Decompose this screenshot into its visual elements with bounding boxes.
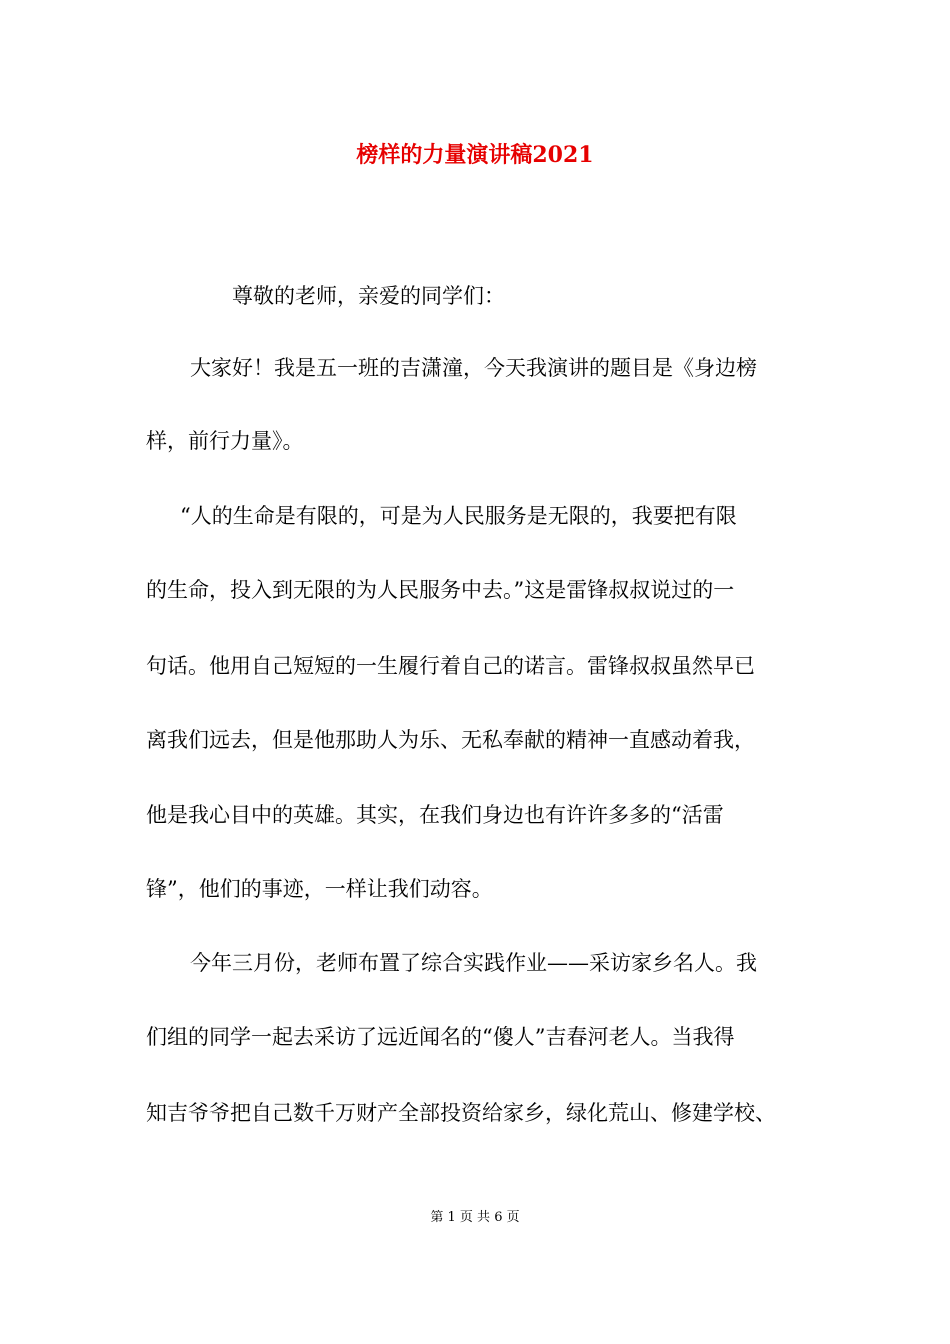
paragraph-line: 知吉爷爷把自己数千万财产全部投资给家乡，绿化荒山、修建学校、	[146, 1101, 776, 1125]
paragraph-line: 锋”，他们的事迹，一样让我们动容。	[146, 877, 493, 901]
paragraph-line: 今年三月份，老师布置了综合实践作业——采访家乡名人。我	[190, 951, 757, 975]
paragraph-line: 离我们远去，但是他那助人为乐、无私奉献的精神一直感动着我，	[146, 728, 755, 752]
paragraph-line: 尊敬的老师，亲爱的同学们：	[232, 284, 505, 308]
paragraph-line: 的生命，投入到无限的为人民服务中去。”这是雷锋叔叔说过的一	[146, 578, 735, 602]
paragraph-line: 句话。他用自己短短的一生履行着自己的诺言。雷锋叔叔虽然早已	[146, 654, 755, 678]
paragraph-line: 样，前行力量》。	[146, 429, 304, 453]
document-title: 榜样的力量演讲稿2021	[356, 142, 594, 168]
page-number-footer: 第 1 页 共 6 页	[430, 1210, 520, 1225]
paragraph-line: 大家好！我是五一班的吉潇潼，今天我演讲的题目是《身边榜	[190, 356, 757, 380]
paragraph-line: 他是我心目中的英雄。其实，在我们身边也有许许多多的“活雷	[146, 803, 724, 827]
paragraph-line: “人的生命是有限的，可是为人民服务是无限的，我要把有限	[180, 504, 737, 528]
paragraph-line: 们组的同学一起去采访了远近闻名的“傻人”吉春河老人。当我得	[146, 1025, 735, 1049]
